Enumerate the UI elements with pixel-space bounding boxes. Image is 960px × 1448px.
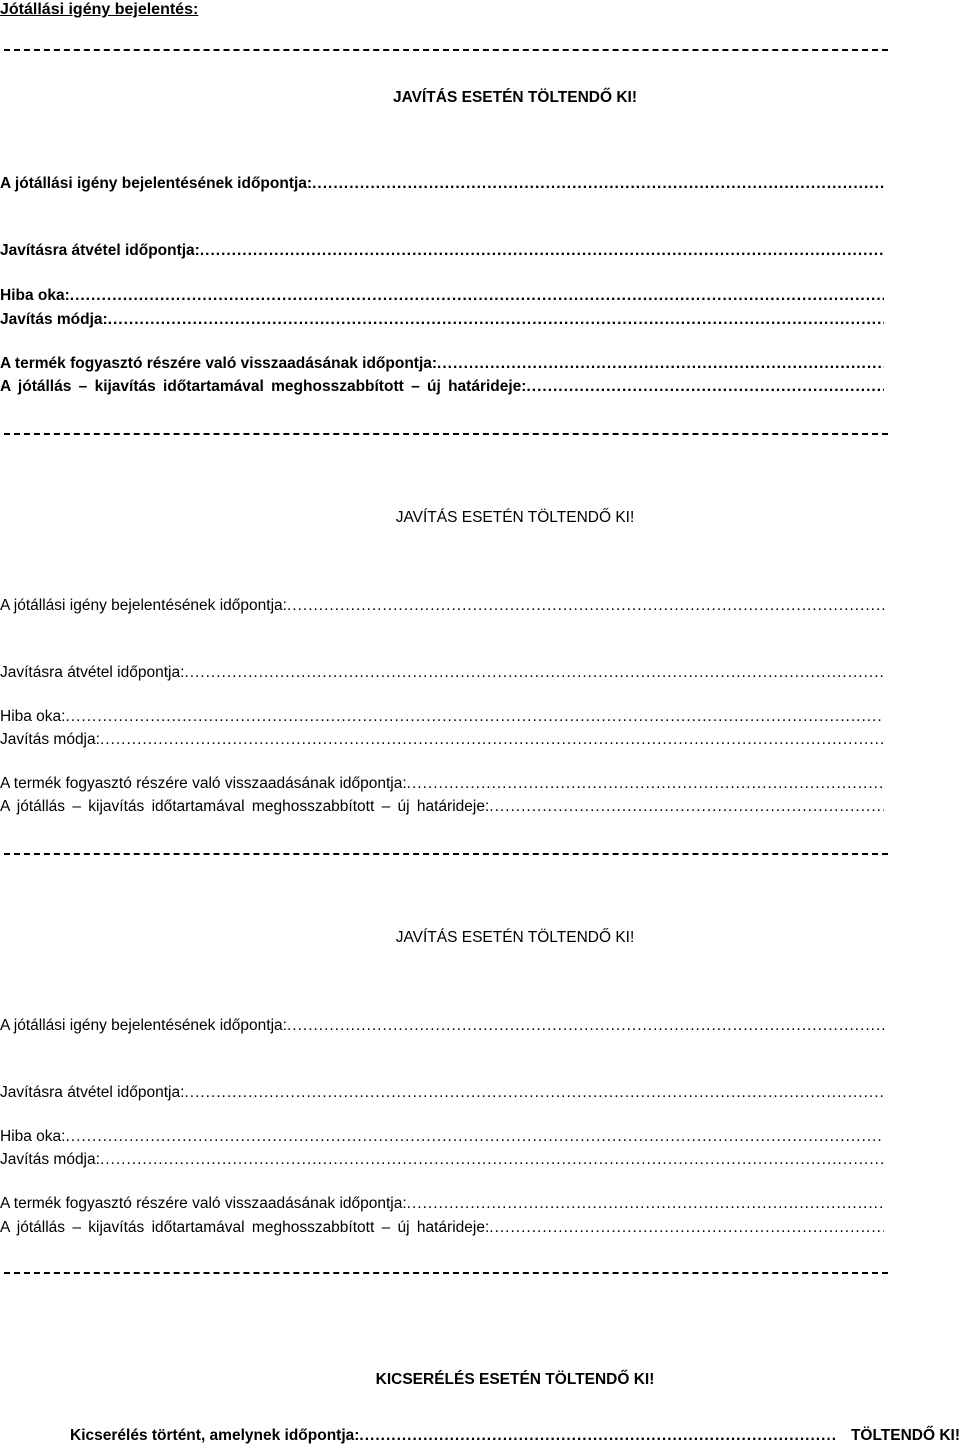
field-intake-date[interactable]: Javításra átvétel időpontja: ..... <box>0 1083 884 1103</box>
field-repair-method[interactable]: Javítás módja: ..... <box>0 310 884 330</box>
replacement-suffix: TÖLTENDŐ KI! <box>850 1427 960 1444</box>
field-new-deadline[interactable]: A jótállás – kijavítás időtartamával meghosszabbított – új határideje: ..... <box>0 377 884 397</box>
field-fault-cause[interactable]: Hiba oka: ..... <box>0 707 884 727</box>
dotted-fill <box>312 174 884 194</box>
dotted-fill <box>359 1426 837 1446</box>
section-heading: JAVÍTÁS ESETÉN TÖLTENDŐ KI! <box>395 509 635 526</box>
field-report-date[interactable]: A jótállási igény bejelentésének időpontja: ..... <box>0 1016 884 1036</box>
dotted-fill <box>407 1194 884 1214</box>
dotted-fill <box>437 354 884 374</box>
dotted-fill <box>184 1083 884 1103</box>
dotted-fill <box>108 310 884 330</box>
field-fault-cause[interactable]: Hiba oka: ..... <box>0 1127 884 1147</box>
dotted-fill <box>200 241 884 261</box>
field-new-deadline[interactable]: A jótállás – kijavítás időtartamával meghosszabbított – új határideje: ..... <box>0 797 884 817</box>
field-return-date[interactable]: A termék fogyasztó részére való visszaadásának időpontja: ..... <box>0 354 884 374</box>
section-heading: JAVÍTÁS ESETÉN TÖLTENDŐ KI! <box>393 89 637 106</box>
dotted-fill <box>70 286 884 306</box>
field-intake-date[interactable]: Javításra átvétel időpontja: ..... <box>0 663 884 683</box>
field-repair-method[interactable]: Javítás módja: ..... <box>0 730 884 750</box>
dotted-fill <box>65 707 884 727</box>
field-return-date[interactable]: A termék fogyasztó részére való visszaadásának időpontja: ..... <box>0 1194 884 1214</box>
section-heading: JAVÍTÁS ESETÉN TÖLTENDŐ KI! <box>395 929 635 946</box>
dotted-fill <box>287 1016 884 1036</box>
field-return-date[interactable]: A termék fogyasztó részére való visszaadásának időpontja: ..... <box>0 774 884 794</box>
dotted-fill <box>65 1127 884 1147</box>
field-replacement-date[interactable]: Kicserélés történt, amelynek időpontja: ..... TÖLTENDŐ KI! <box>70 1426 960 1446</box>
field-new-deadline[interactable]: A jótállás – kijavítás időtartamával meghosszabbított – új határideje: ..... <box>0 1218 884 1238</box>
dotted-fill <box>287 596 884 616</box>
field-report-date[interactable]: A jótállási igény bejelentésének időpontja: ..... <box>0 174 884 194</box>
field-fault-cause[interactable]: Hiba oka: ..... <box>0 286 884 306</box>
dotted-fill <box>489 1218 884 1238</box>
separator-line <box>4 853 888 855</box>
document-title: Jótállási igény bejelentés: <box>0 1 199 18</box>
replacement-heading: KICSERÉLÉS ESETÉN TÖLTENDŐ KI! <box>375 1371 655 1388</box>
dotted-fill <box>100 1150 884 1170</box>
dotted-fill <box>100 730 884 750</box>
separator-line <box>4 433 888 435</box>
field-intake-date[interactable]: Javításra átvétel időpontja: ..... <box>0 241 884 261</box>
separator-line <box>4 49 888 51</box>
field-report-date[interactable]: A jótállási igény bejelentésének időpontja: ..... <box>0 596 884 616</box>
dotted-fill <box>184 663 884 683</box>
field-repair-method[interactable]: Javítás módja: ..... <box>0 1150 884 1170</box>
dotted-fill <box>407 774 884 794</box>
dotted-fill <box>526 377 884 397</box>
dotted-fill <box>489 797 884 817</box>
separator-line <box>4 1272 888 1274</box>
